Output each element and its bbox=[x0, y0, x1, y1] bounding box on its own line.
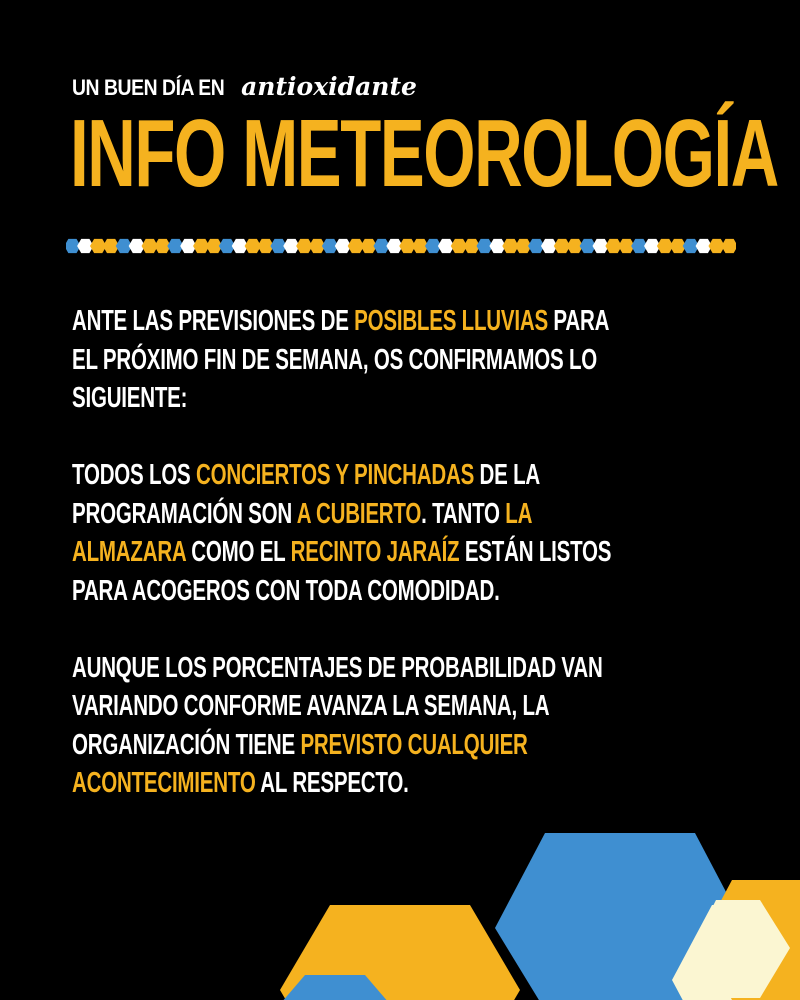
paragraph-3 bbox=[72, 649, 749, 803]
highlighted-text: A CUBIERTO bbox=[296, 497, 422, 530]
text-line bbox=[72, 764, 749, 803]
hexagon-divider bbox=[66, 235, 736, 257]
body-text: EL PRÓXIMO FIN DE SEMANA, OS CONFIRMAMOS LO bbox=[72, 343, 598, 376]
text-line bbox=[72, 302, 749, 341]
yellow-hexagon-icon bbox=[280, 905, 520, 1000]
body-text: DE LA bbox=[474, 459, 541, 491]
paragraph-1 bbox=[72, 302, 749, 418]
text-line bbox=[72, 572, 749, 611]
highlighted-text: PREVISTO CUALQUIER bbox=[300, 728, 528, 761]
highlighted-text: CONCIERTOS Y PINCHADAS bbox=[196, 459, 475, 491]
highlighted-text: RECINTO JARAÍZ bbox=[290, 536, 460, 568]
body-text: ANTE LAS PREVISIONES DE bbox=[72, 305, 355, 337]
highlighted-text: LA bbox=[505, 497, 533, 530]
body-text: PARA ACOGEROS CON TODA COMODIDAD. bbox=[72, 574, 500, 607]
highlighted-text: ACONTECIMIENTO bbox=[72, 767, 256, 799]
right-yellow-hexagon-icon bbox=[700, 880, 800, 1000]
page-title: INFO METEOROLOGÍA bbox=[70, 100, 778, 207]
announcement-body bbox=[72, 302, 749, 803]
yellow-hexagon-dot-icon bbox=[721, 239, 736, 253]
brand-logo: antioxidante bbox=[241, 72, 417, 101]
text-line bbox=[72, 495, 749, 534]
highlighted-text: POSIBLES LLUVIAS bbox=[354, 305, 548, 337]
body-text: ORGANIZACIÓN TIENE bbox=[72, 728, 301, 761]
body-text: AL RESPECTO. bbox=[255, 767, 409, 799]
text-line bbox=[72, 379, 749, 418]
body-text: SIGUIENTE: bbox=[72, 382, 188, 414]
body-text: PARA bbox=[547, 305, 610, 337]
body-text: ESTÁN LISTOS bbox=[459, 536, 612, 568]
text-line bbox=[72, 687, 749, 726]
body-text: . TANTO bbox=[421, 497, 506, 530]
small-blue-hexagon-icon bbox=[275, 975, 395, 1000]
text-line bbox=[72, 341, 749, 380]
body-text: TODOS LOS bbox=[72, 459, 197, 491]
text-line bbox=[72, 456, 749, 495]
body-text: AUNQUE LOS PORCENTAJES DE PROBABILIDAD VAN bbox=[72, 651, 603, 684]
paragraph-gap bbox=[72, 610, 749, 649]
text-line bbox=[72, 533, 749, 572]
paragraph-gap bbox=[72, 418, 749, 457]
text-line bbox=[72, 726, 749, 765]
kicker bbox=[72, 72, 417, 101]
body-text: COMO EL bbox=[185, 536, 291, 568]
paragraph-2 bbox=[72, 456, 749, 610]
inner-cream-hexagon-icon bbox=[692, 900, 790, 998]
text-line bbox=[72, 649, 749, 688]
body-text: PROGRAMACIÓN SON bbox=[72, 497, 297, 530]
kicker-prefix: UN BUEN DÍA EN bbox=[72, 75, 225, 100]
highlighted-text: ALMAZARA bbox=[72, 536, 186, 568]
blue-hexagon-icon bbox=[495, 833, 745, 1000]
body-text: VARIANDO CONFORME AVANZA LA SEMANA, LA bbox=[72, 690, 550, 722]
cream-hexagon-icon bbox=[672, 905, 800, 1000]
